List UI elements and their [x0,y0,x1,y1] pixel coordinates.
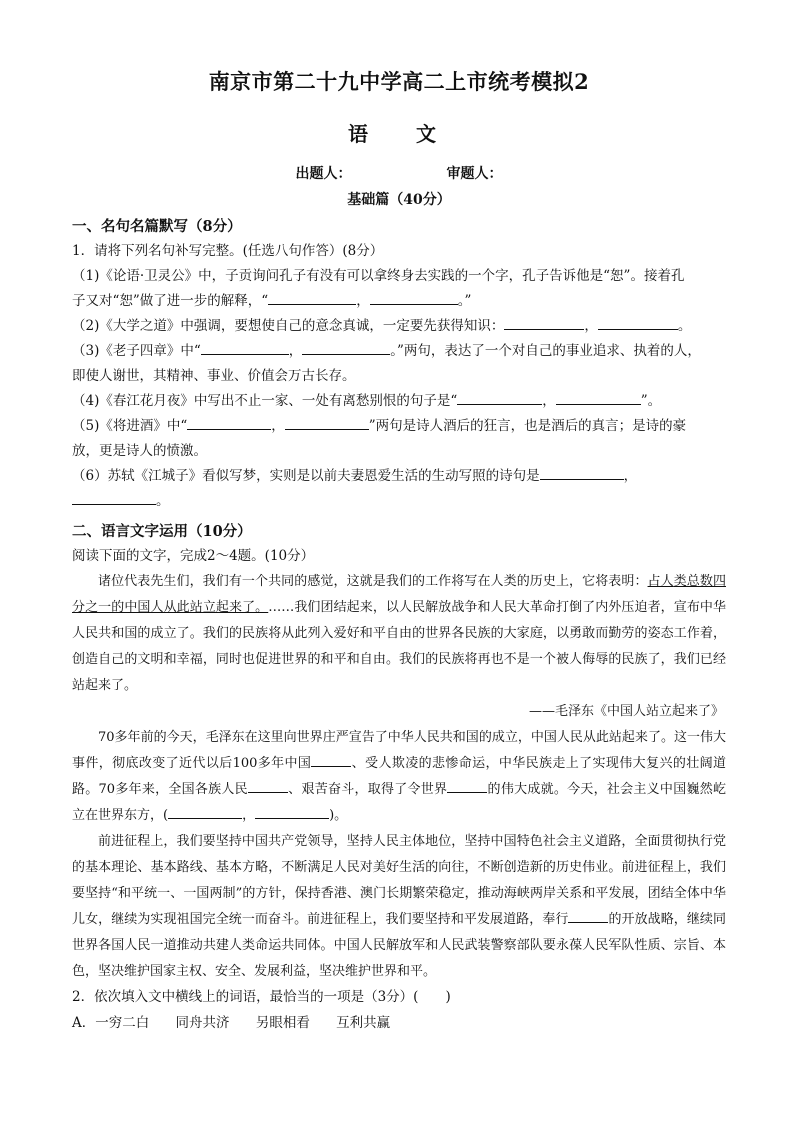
question-2: 2．依次填入文中横线上的词语，最恰当的一项是（3分）( ) [72,989,451,1005]
section1-heading: 一、名句名篇默写（8分） [72,218,242,235]
question-1-6: （6）苏轼《江城子》看似写梦，实则是以前夫妻恩爱生活的生动写照的诗句是 ， [72,464,726,489]
answer-blank[interactable] [248,778,288,793]
question-1-1: （1)《论语·卫灵公》中，子贡询问孔子有没有可以拿终身去实践的一个字，孔子告诉他是“恕”。接着孔 [72,268,685,284]
answer-blank[interactable] [556,390,641,405]
answer-blank[interactable] [187,415,271,430]
answer-blank[interactable] [540,465,624,480]
passage-paragraph-2: 70多年前的今天，毛泽东在这里向世界庄严宣告了中华人民共和国的成立，中国人民从此站起来了。这一伟大事件，彻底改变了近代以后100多年中国 、受人欺凌的悲惨命运，中华民族走上了实现伟大复兴的壮阔道路。70多年来，全国各族人民 、艰苦奋斗，取得了令世界 的伟大成就。今天，社会主义中国巍然屹立在世界东方，( ， )。 [72,730,726,823]
answer-blank[interactable] [302,340,390,355]
answer-blank[interactable] [457,390,542,405]
passage-signature: ——毛泽东《中国人站立起来了》 [528,704,724,719]
answer-blank[interactable] [168,804,242,819]
question-1-4: （4)《春江花月夜》中写出不止一家、一处有离愁别恨的句子是“ ， ”。 [72,389,726,414]
option-a-word-4: 互利共赢 [336,1015,391,1031]
option-a-word-3: 另眼相看 [255,1015,310,1031]
exam-title: 南京市第二十九中学高二上市统考模拟2 [208,69,590,94]
question-1-6-cont: 。 [72,489,726,514]
question-1-3-cont: 即使人谢世，其精神、事业、价值会万古长存。 [72,368,356,384]
passage-paragraph-3: 前进征程上，我们要坚持中国共产党领导，坚持人民主体地位，坚持中国特色社会主义道路，全面贯彻执行党的基本理论、基本路线、基本方略，不断满足人民对美好生活的向往，不断创造新的历史伟业。前进征程上，我们要坚持“和平统一、一国两制”的方针，保持香港、澳门长期繁荣稳定，推动海峡两岸关系和平发展，团结全体中华儿女，继续为实现祖国完全统一而奋斗。前进征程上，我们要坚持和平发展道路，奉行 的开放战略，继续同世界各国人民一道推动共建人类命运共同体。中国人民解放军和人民武装警察部队要永葆人民军队性质、宗旨、本色，坚决维护国家主权、安全、发展利益，坚决维护世界和平。 [72,834,726,979]
setter-label: 出题人： [295,166,352,182]
part-title: 基础篇（40分） [347,192,451,208]
subject-title: 语 文 [348,122,450,146]
answer-blank[interactable] [311,752,351,767]
answer-blank[interactable] [568,908,608,923]
section1-instruction: 1．请将下列名句补写完整。(任选八句作答）(8分） [72,243,384,259]
question-1-2: （2)《大学之道》中强调，要想使自己的意念真诚，一定要先获得知识： ， 。 [72,314,726,339]
option-a[interactable] [72,1010,726,1036]
author-line [72,163,726,183]
answer-blank[interactable] [285,415,369,430]
question-1-3: （3)《老子四章》中“ ， 。”两句，表达了一个对自己的事业追求、执着的人， [72,339,726,364]
question-1-5-cont: 放，更是诗人的愤激。 [72,443,207,459]
answer-blank[interactable] [268,290,356,305]
question-1-5: （5)《将进酒》中“ ， ”两句是诗人酒后的狂言，也是酒后的真言；是诗的豪 [72,414,726,439]
answer-blank[interactable] [504,315,584,330]
option-a-word-2: 同舟共济 [175,1015,230,1031]
reviewer-label: 审题人： [446,166,503,182]
answer-blank[interactable] [370,290,458,305]
passage-paragraph-1: 诸位代表先生们，我们有一个共同的感觉，这就是我们的工作将写在人类的历史上，它将表明：占人类总数四分之一的中国人从此站立起来了。……我们团结起来，以人民解放战争和人民大革命打倒了内外压迫者，宣布中华人民共和国的成立了。我们的民族将从此列入爱好和平自由的世界各民族的大家庭，以勇敢而勤劳的姿态工作着，创造自己的文明和幸福，同时也促进世界的和平和自由。我们的民族将再也不是一个被人侮辱的民族了，我们已经站起来了。 [72,574,726,693]
answer-blank[interactable] [201,340,289,355]
section2-instruction: 阅读下面的文字，完成2～4题。(10分） [72,548,315,564]
answer-blank[interactable] [255,804,329,819]
answer-blank[interactable] [447,778,487,793]
answer-blank[interactable] [72,490,156,505]
option-a-word-1: A．一穷二白 [72,1015,150,1031]
answer-blank[interactable] [598,315,678,330]
question-1-1-cont: 子又对“恕”做了进一步的解释，“ ， 。” [72,289,726,314]
section2-heading: 二、语言文字运用（10分） [72,523,252,540]
